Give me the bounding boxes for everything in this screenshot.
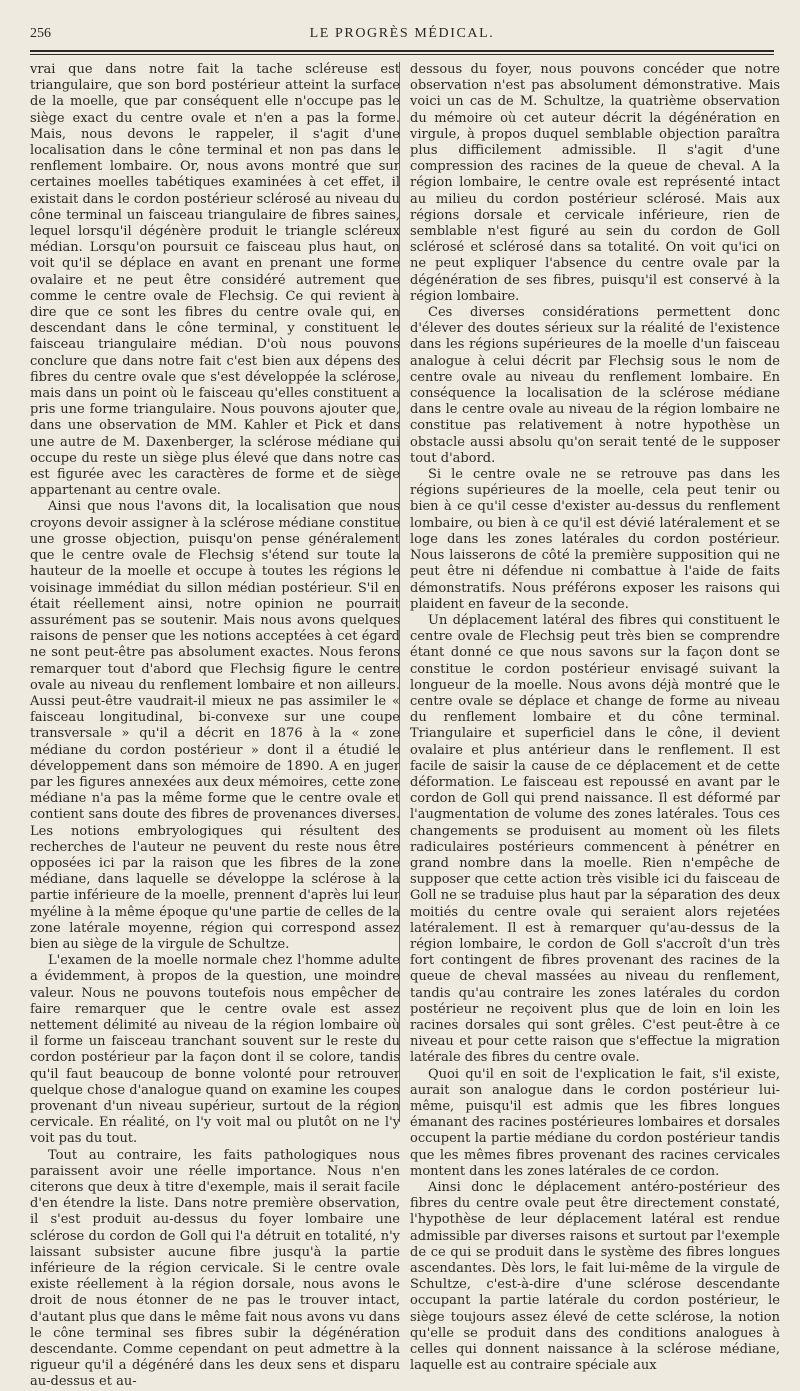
journal-title: LE PROGRÈS MÉDICAL. <box>309 26 495 41</box>
paragraph: Tout au contraire, les faits pathologiques nous paraissent avoir une réelle importance. Nous n'en citerons que deux à titre d'exemple, mais il serait facile d'en étendre la liste. Dans notre première observation, il s'est produit au-dessus du foyer lombaire une sclérose du cordon de Goll qui l'a détruit en totalité, n'y laissant subsister aucune fibre jusqu'à la partie inférieure de la région cervicale. Si le centre ovale existe réellement à la région dorsale, nous avons le droit de nous étonner de ne pas le trouver intact, d'autant plus que dans le même fait nous avons vu dans le cône terminal ses fibres subir la dégénération descendante. Comme cependant on peut admettre à la rigueur qu'il a dégénéré dans les deux sens et disparu au-dessus et au- <box>30 1147 400 1390</box>
paragraph: Ainsi que nous l'avons dit, la localisation que nous croyons devoir assigner à la sclérose médiane constitue une grosse objection, puisqu'on pense généralement que le centre ovale de Flechsig s'étend sur toute la hauteur de la moelle et occupe à toutes les régions le voisinage immédiat du sillon médian postérieur. S'il en était réellement ainsi, notre opinion ne pourrait assurément pas se soutenir. Mais nous avons quelques raisons de penser que les notions acceptées à cet égard ne sont peut-être pas absolument exactes. Nous ferons remarquer tout d'abord que Flechsig figure le centre ovale au niveau du renflement lombaire et non ailleurs. Aussi peut-être vaudrait-il mieux ne pas assimiler le « faisceau longitudinal, bi-convexe sur une coupe transversale » qu'il a décrit en 1876 à la « zone médiane du cordon postérieur » dont il a étudié le développement dans son mémoire de 1890. A en juger par les figures annexées aux deux mémoires, cette zone médiane n'a pas la même forme que le centre ovale et contient sans doute des fibres de provenances diverses. Les notions embryologiques qui résultent des recherches de l'auteur ne peuvent du reste nous être opposées ici par la raison que les fibres de la zone médiane, dans laquelle se développe la sclérose à la partie inférieure de la moelle, prennent d'après lui leur myéline à la même époque qu'une partie de celles de la zone latérale moyenne, région qui correspond assez bien au siège de la virgule de Schultze. <box>30 499 400 952</box>
page-header <box>30 26 774 46</box>
header-rule-thin <box>30 54 774 55</box>
paragraph: Un déplacement latéral des fibres qui constituent le centre ovale de Flechsig peut très bien se comprendre étant donné ce que nous savons sur la façon dont se constitue le cordon postérieur envisagé suivant la longueur de la moelle. Nous avons déjà montré que le centre ovale se déplace et change de forme au niveau du renflement lombaire et du cône terminal. Triangulaire et superficiel dans le cône, il devient ovalaire et plus antérieur dans le renflement. Il est facile de saisir la cause de ce déplacement et de cette déformation. Le faisceau est repoussé en avant par le cordon de Goll qui prend naissance. Il est déformé par l'augmentation de volume des zones latérales. Tous ces changements se produisent au moment où les filets radiculaires postérieurs commencent à pénétrer en grand nombre dans la moelle. Rien n'empêche de supposer que cette action très visible ici du faisceau de Goll ne se traduise plus haut par la séparation des deux moitiés du centre ovale qui seraient alors rejetées latéralement. Il est à remarquer qu'au-dessus de la région lombaire, le cordon de Goll s'accroît d'un très fort contingent de fibres provenant des racines de la queue de cheval massées au niveau du renflement, tandis qu'au contraire les zones latérales du cordon postérieur ne reçoivent plus que de loin en loin les racines dorsales qui sont grêles. C'est peut-être à ce niveau et pour cette raison que s'effectue la migration latérale des fibres du centre ovale. <box>410 612 780 1066</box>
left-column <box>30 62 400 1390</box>
paragraph: dessous du foyer, nous pouvons concéder que notre observation n'est pas absolument démonstrative. Mais voici un cas de M. Schultze, la quatrième observation du mémoire où cet auteur décrit la dégénération en virgule, à propos duquel semblable objection paraîtra plus difficilement admissible. Il s'agit d'une compression des racines de la queue de cheval. A la région lombaire, le centre ovale est représenté intact au milieu du cordon postérieur sclérosé. Mais aux régions dorsale et cervicale inférieure, rien de semblable n'est figuré au sein du cordon de Goll sclérosé et sclérosé dans sa totalité. On voit qu'ici on ne peut expliquer l'absence du centre ovale par la dégénération de ses fibres, puisqu'il est conservé à la région lombaire. <box>410 62 780 304</box>
header-rule-thick <box>30 50 774 52</box>
paragraph: L'examen de la moelle normale chez l'homme adulte a évidemment, à propos de la question, une moindre valeur. Nous ne pouvons toutefois nous empêcher de faire remarquer que le centre ovale est assez nettement délimité au niveau de la région lombaire où il forme un faisceau tranchant souvent sur le reste du cordon postérieur par la façon dont il se colore, tandis qu'il faut beaucoup de bonne volonté pour retrouver quelque chose d'analogue quand on examine les coupes provenant d'un niveau supérieur, surtout de la région cervicale. En réalité, on l'y voit mal ou plutôt on ne l'y voit pas du tout. <box>30 953 400 1147</box>
column-separator <box>399 62 400 1122</box>
paragraph: Ainsi donc le déplacement antéro-postérieur des fibres du centre ovale peut être directement constaté, l'hypothèse de leur déplacement latéral est rendue admissible par diverses raisons et surtout par l'exemple de ce qui se produit dans le système des fibres longues ascendantes. Dès lors, le fait lui-même de la virgule de Schultze, c'est-à-dire d'une sclérose descendante occupant la partie latérale du cordon postérieur, le siège toujours assez élevé de cette sclérose, la notion qu'elle se produit dans des conditions analogues à celles qui donnent naissance à la sclérose médiane, laquelle est au contraire spéciale aux <box>410 1180 780 1374</box>
paragraph: Ces diverses considérations permettent donc d'élever des doutes sérieux sur la réalité de l'existence dans les régions supérieures de la moelle d'un faisceau analogue à celui décrit par Flechsig sous le nom de centre ovale au niveau du renflement lombaire. En conséquence la localisation de la sclérose médiane dans le centre ovale au niveau de la région lombaire ne constitue pas relativement à notre hypothèse un obstacle aussi absolu qu'on serait tenté de le supposer tout d'abord. <box>410 305 780 466</box>
paragraph: vrai que dans notre fait la tache scléreuse est triangulaire, que son bord postérieur atteint la surface de la moelle, que par conséquent elle n'occupe pas le siège exact du centre ovale et n'en a pas la forme. Mais, nous devons le rappeler, il s'agit d'une localisation dans le cône terminal et non pas dans le renflement lombaire. Or, nous avons montré que sur certaines moelles tabétiques examinées à cet effet, il existait dans le cordon postérieur sclérosé au niveau du cône terminal un faisceau triangulaire de fibres saines, lequel lorsqu'il dégénère produit le triangle scléreux médian. Lorsqu'on poursuit ce faisceau plus haut, on voit qu'il se déplace en avant en prenant une forme ovalaire et ne peut être considéré autrement que comme le centre ovale de Flechsig. Ce qui revient à dire que ce sont les fibres du centre ovale qui, en descendant dans le cône terminal, y constituent le faisceau triangulaire médian. D'où nous pouvons conclure que dans notre fait c'est bien aux dépens des fibres du centre ovale que s'est développée la sclérose, mais dans un point où le faisceau qu'elles constituent a pris une forme triangulaire. Nous pouvons ajouter que, dans une observation de MM. Kahler et Pick et dans une autre de M. Daxenberger, la sclérose médiane qui occupe du reste un siège plus élevé que dans notre cas est figurée avec les caractères de forme et de siège appartenant au centre ovale. <box>30 62 400 499</box>
paragraph: Si le centre ovale ne se retrouve pas dans les régions supérieures de la moelle, cela peut tenir ou bien à ce qu'il cesse d'exister au-dessus du renflement lombaire, ou bien à ce qu'il est dévié latéralement et se loge dans les zones latérales du cordon postérieur. Nous laisserons de côté la première supposition qui ne peut être ni défendue ni combattue à l'aide de faits démonstratifs. Nous préférons exposer les raisons qui plaident en faveur de la seconde. <box>410 467 780 612</box>
right-column <box>410 62 780 1374</box>
paragraph: Quoi qu'il en soit de l'explication le fait, s'il existe, aurait son analogue dans le cordon postérieur lui-même, puisqu'il est admis que les fibres longues émanant des racines postérieures lombaires et dorsales occupent la partie médiane du cordon postérieur tandis que les mêmes fibres provenant des racines cervicales montent dans les zones latérales de ce cordon. <box>410 1066 780 1179</box>
page-number: 256 <box>30 26 51 41</box>
